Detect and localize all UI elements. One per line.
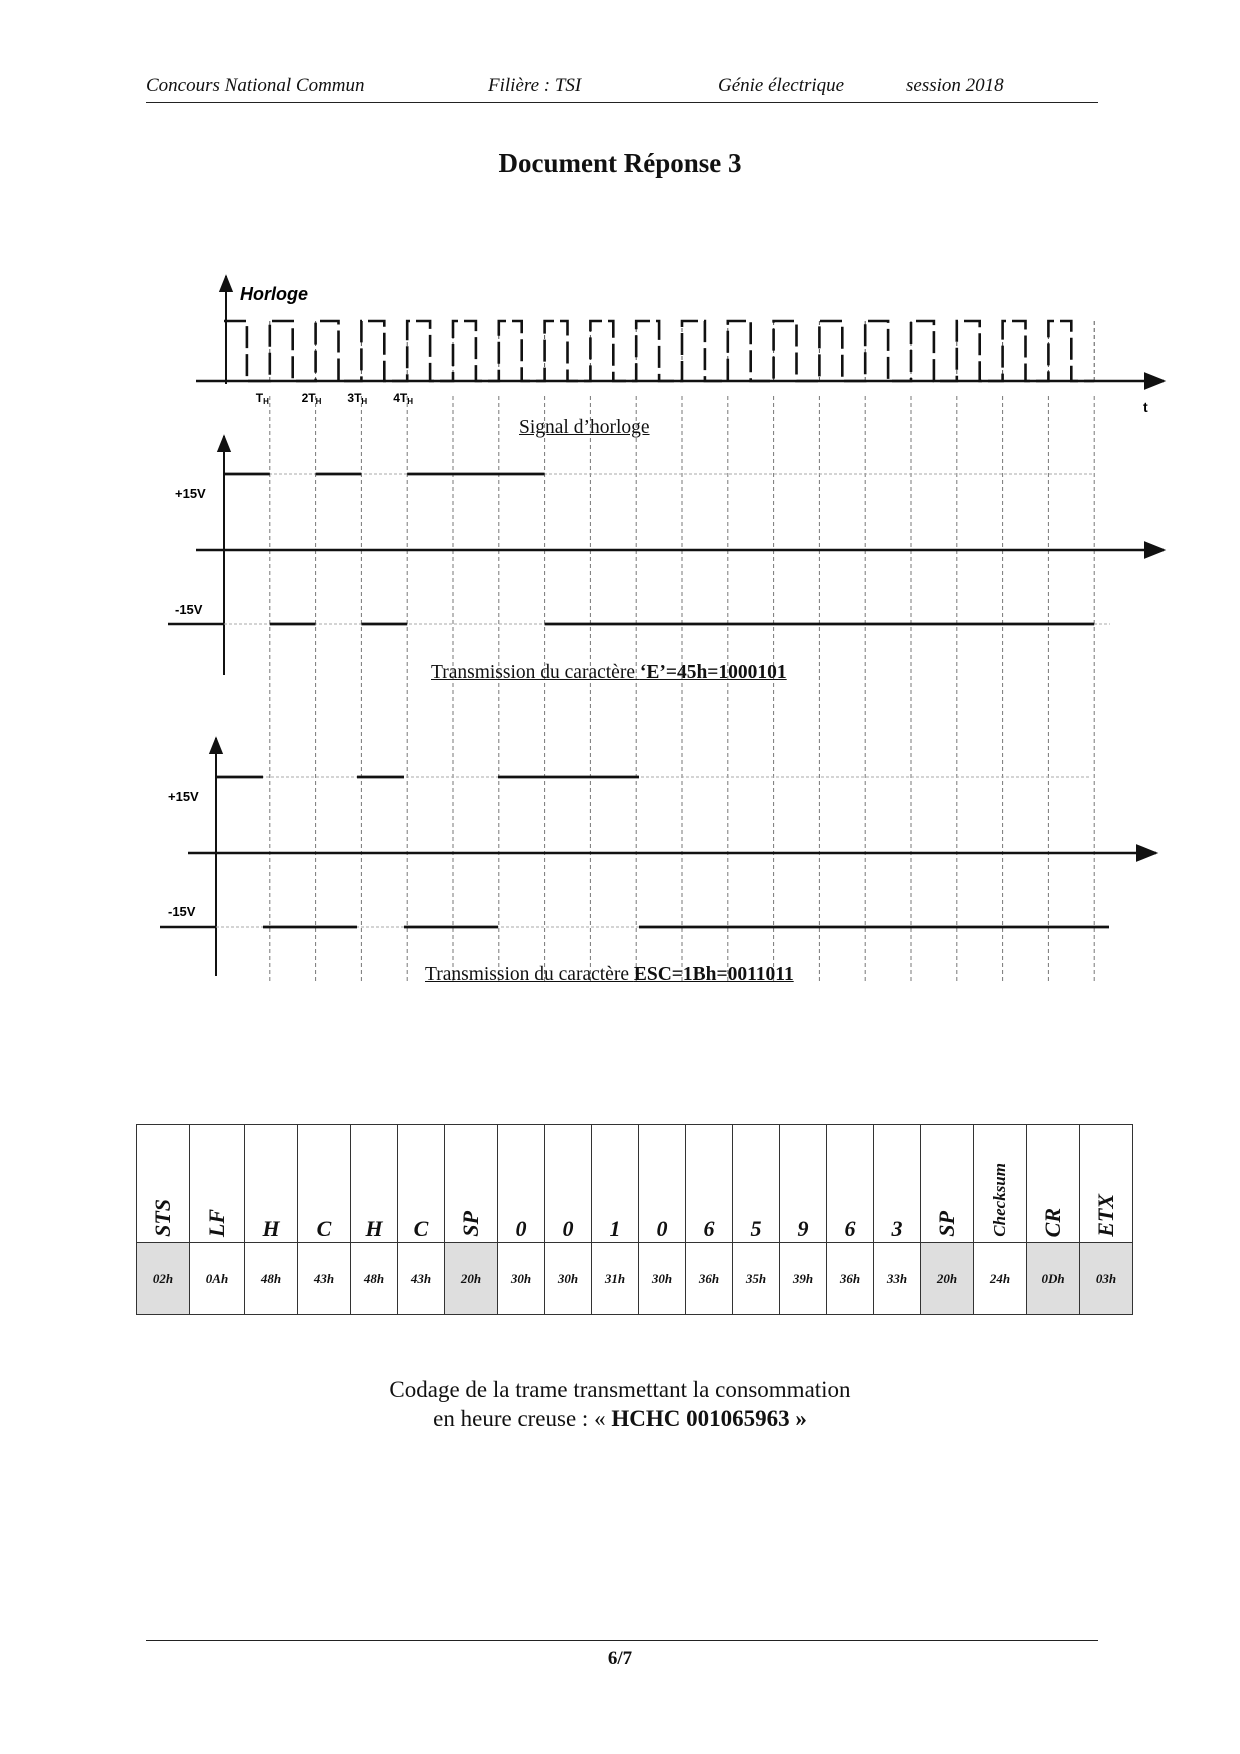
frame-field-label: SP	[934, 1211, 959, 1237]
clock-caption: Signal d’horloge	[519, 417, 650, 438]
frame-field-name	[445, 1125, 498, 1243]
frame-field-name	[780, 1125, 827, 1243]
frame-field-name	[827, 1125, 874, 1243]
frame-field-label: 0	[562, 1216, 574, 1241]
frame-field-name	[592, 1125, 639, 1243]
frame-field-code: 48h	[351, 1243, 398, 1315]
frame-field-label: CR	[1040, 1207, 1065, 1237]
esc-caption-prefix: Transmission du caractère	[425, 964, 634, 985]
e-low-label: -15V	[175, 602, 203, 617]
clock-tick-label: TH	[255, 391, 269, 406]
frame-field-label: C	[316, 1216, 332, 1241]
frame-field-code: 30h	[639, 1243, 686, 1315]
frame-field-name	[921, 1125, 974, 1243]
frame-field-label: 3	[891, 1216, 903, 1241]
frame-caption	[0, 1375, 1240, 1433]
frame-field-label: STS	[150, 1199, 175, 1237]
frame-field-name	[498, 1125, 545, 1243]
frame-caption-value: HCHC 001065963 »	[611, 1406, 807, 1431]
frame-field-code: 0Ah	[190, 1243, 245, 1315]
header-filiere: Filière : TSI	[488, 75, 582, 96]
frame-field-label: 1	[609, 1216, 621, 1241]
frame-field-label: 0	[515, 1216, 527, 1241]
frame-field-name	[245, 1125, 298, 1243]
frame-names-row	[137, 1125, 1133, 1243]
esc-caption-bold: ESC=1Bh=0011011	[633, 964, 794, 985]
e-caption	[431, 662, 787, 684]
frame-field-name	[137, 1125, 190, 1243]
e-high-label: +15V	[175, 486, 206, 501]
frame-field-code: 02h	[137, 1243, 190, 1315]
clock-tick-label: 3TH	[347, 391, 368, 406]
frame-field-label: Checksum	[990, 1163, 1009, 1237]
e-caption-bold: ‘E’=45h=1000101	[639, 662, 787, 683]
frame-field-code: 20h	[921, 1243, 974, 1315]
frame-field-label: 5	[750, 1216, 762, 1241]
frame-field-code: 24h	[974, 1243, 1027, 1315]
frame-field-code: 30h	[545, 1243, 592, 1315]
header-subject: Génie électrique	[718, 75, 845, 96]
frame-field-label: 9	[797, 1216, 809, 1241]
clock-label: Horloge	[240, 284, 309, 304]
esc-high-label: +15V	[168, 789, 199, 804]
clock-tick-labels	[256, 391, 413, 406]
frame-field-label: ETX	[1093, 1194, 1118, 1237]
esc-low-label: -15V	[168, 904, 196, 919]
frame-field-code: 0Dh	[1027, 1243, 1080, 1315]
esc-caption	[425, 964, 794, 986]
frame-coding-table	[136, 1124, 1133, 1315]
clock-tick-label: 2TH	[301, 391, 322, 406]
frame-field-name	[639, 1125, 686, 1243]
frame-caption-line2	[0, 1404, 1240, 1433]
frame-field-code: 20h	[445, 1243, 498, 1315]
frame-caption-prefix: en heure creuse : «	[433, 1406, 612, 1431]
frame-caption-line1: Codage de la trame transmettant la consommation	[389, 1377, 851, 1402]
frame-field-code: 39h	[780, 1243, 827, 1315]
frame-codes-row	[137, 1243, 1133, 1315]
frame-field-name	[686, 1125, 733, 1243]
header-session: session 2018	[906, 75, 1004, 96]
frame-field-name	[1027, 1125, 1080, 1243]
frame-field-name	[1080, 1125, 1133, 1243]
frame-field-code: 03h	[1080, 1243, 1133, 1315]
frame-field-code: 43h	[398, 1243, 445, 1315]
frame-field-name	[545, 1125, 592, 1243]
frame-field-code: 35h	[733, 1243, 780, 1315]
frame-field-label: LF	[204, 1208, 229, 1237]
page-number: 6/7	[607, 1648, 633, 1669]
frame-field-name	[874, 1125, 921, 1243]
frame-field-name	[190, 1125, 245, 1243]
frame-field-name	[351, 1125, 398, 1243]
frame-field-label: 6	[703, 1216, 715, 1241]
signal-grid	[270, 396, 1094, 982]
frame-field-name	[298, 1125, 351, 1243]
footer-rule	[146, 1640, 1098, 1641]
frame-field-code: 30h	[498, 1243, 545, 1315]
clock-tick-label: 4TH	[393, 391, 413, 406]
frame-field-label: 6	[844, 1216, 856, 1241]
frame-field-label: H	[365, 1216, 383, 1241]
frame-field-label: SP	[458, 1211, 483, 1237]
document-title: Document Réponse 3	[498, 148, 742, 178]
frame-field-label: 0	[656, 1216, 668, 1241]
frame-field-label: H	[262, 1216, 280, 1241]
header-contest: Concours National Commun	[146, 75, 365, 96]
frame-field-code: 33h	[874, 1243, 921, 1315]
frame-field-code: 31h	[592, 1243, 639, 1315]
frame-field-name	[733, 1125, 780, 1243]
frame-field-name	[974, 1125, 1027, 1243]
clock-waveform	[224, 321, 1094, 381]
frame-field-code: 36h	[686, 1243, 733, 1315]
frame-field-code: 36h	[827, 1243, 874, 1315]
time-axis-label: t	[1143, 399, 1148, 415]
e-caption-prefix: Transmission du caractère	[431, 662, 640, 683]
frame-field-code: 43h	[298, 1243, 351, 1315]
frame-field-name	[398, 1125, 445, 1243]
frame-field-code: 48h	[245, 1243, 298, 1315]
frame-field-label: C	[413, 1216, 429, 1241]
